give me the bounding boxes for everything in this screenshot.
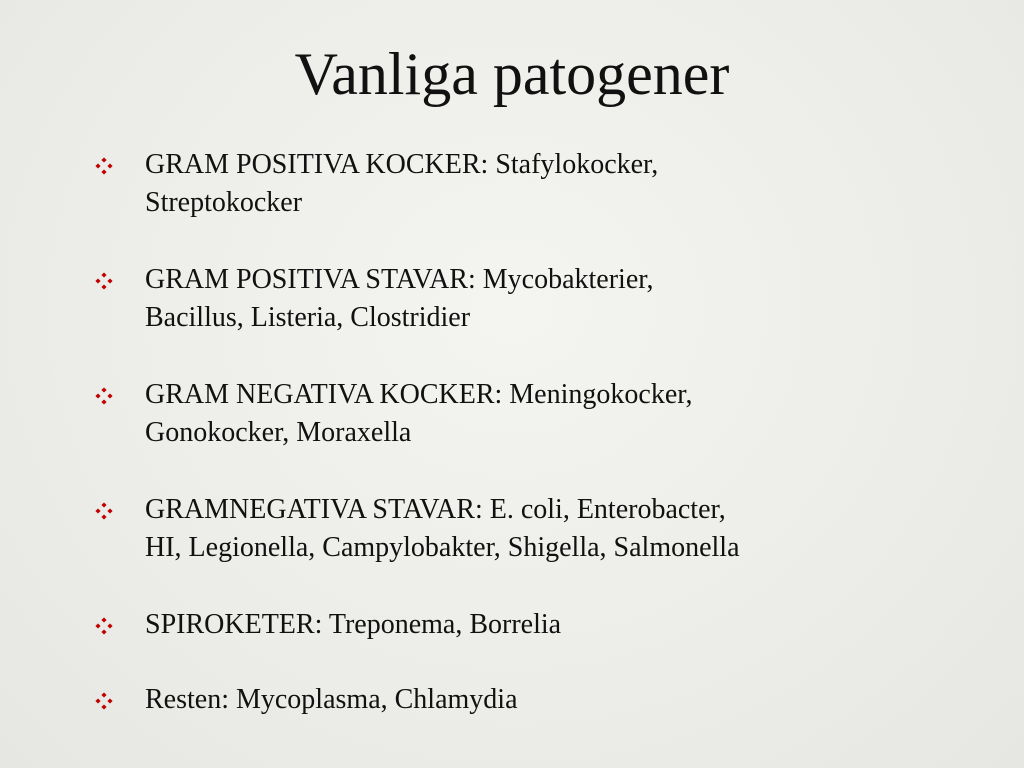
bullet-text-line: Gonokocker, Moraxella [145, 417, 412, 448]
bullet-text-line: GRAMNEGATIVA STAVAR: E. coli, Enterobacter, [145, 494, 726, 525]
four-diamond-bullet-icon [92, 606, 120, 644]
bullet-item [92, 376, 972, 452]
bullet-item [92, 681, 972, 719]
bullet-text-line: SPIROKETER: Treponema, Borrelia [145, 609, 562, 640]
bullet-item [92, 491, 972, 567]
four-diamond-bullet-icon [92, 261, 120, 299]
bullet-text-line: GRAM NEGATIVA KOCKER: Meningokocker, [145, 379, 693, 410]
bullet-text-line: GRAM POSITIVA STAVAR: Mycobakterier, [145, 264, 654, 295]
bullet-text-line: Bacillus, Listeria, Clostridier [145, 302, 471, 333]
four-diamond-bullet-icon [92, 681, 120, 719]
bullet-text-line: HI, Legionella, Campylobakter, Shigella, Salmonella [145, 532, 740, 563]
bullet-list [92, 146, 972, 719]
bullet-item [92, 261, 972, 337]
bullet-text-line: Resten: Mycoplasma, Chlamydia [145, 684, 518, 715]
bullet-item [92, 606, 972, 644]
four-diamond-bullet-icon [92, 491, 120, 529]
bullet-text-line: Streptokocker [145, 187, 303, 218]
four-diamond-bullet-icon [92, 376, 120, 414]
slide-title: Vanliga patogener [294, 41, 730, 107]
four-diamond-bullet-icon [92, 146, 120, 184]
bullet-text-line: GRAM POSITIVA KOCKER: Stafylokocker, [145, 149, 659, 180]
bullet-item [92, 146, 972, 222]
